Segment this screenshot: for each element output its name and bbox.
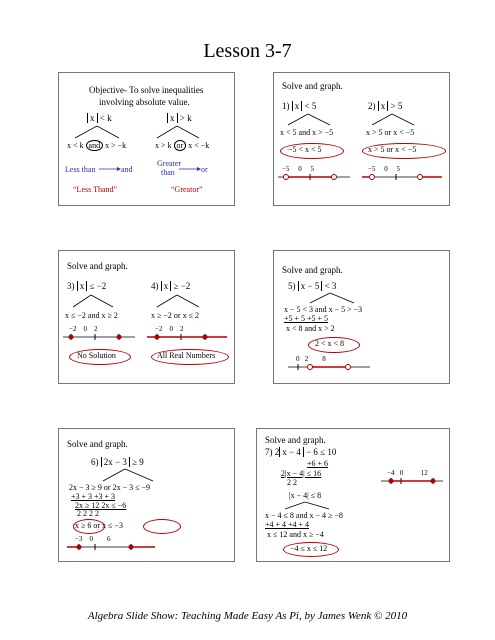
or-label: or (201, 165, 208, 174)
p3-split-1: x ≤ −2 (65, 311, 86, 320)
page-title: Lesson 3-7 (203, 40, 292, 62)
p7-line-2: 2|x − 4| ≤ 16 (281, 469, 322, 478)
less-than-label: Less than (65, 165, 96, 174)
p3-abs: x (77, 281, 88, 291)
p7-abs: x − 4 (279, 447, 304, 457)
p3-split-2: x ≥ 2 (101, 311, 118, 320)
greator-label: “Greator” (171, 185, 203, 194)
objective-line-1: Objective- To solve inequalities (89, 85, 204, 95)
p2-result: x > 5 or x < −5 (368, 145, 417, 154)
case-lt-2: x > −k (105, 141, 127, 150)
p2-split-1: x > 5 (366, 128, 383, 137)
slide-problems-1-2 (273, 72, 450, 206)
p1-split-2: x > −5 (312, 128, 334, 137)
slide3-header: Solve and graph. (67, 261, 128, 271)
p1-ticks: −5 0 5 (282, 165, 314, 173)
greater-label-1: Greater (157, 159, 181, 168)
p4-abs: x (161, 281, 172, 291)
slide-objective (58, 72, 235, 206)
p4-split-2: x ≤ 2 (182, 311, 199, 320)
p1-num: 1) (282, 101, 290, 111)
p5-ticks: 0 2 8 (296, 355, 326, 363)
p6-ticks: −3 0 6 (75, 535, 111, 543)
p7-ticks: −4 0 12 (387, 469, 428, 477)
slide5-header: Solve and graph. (67, 439, 128, 449)
p6-rest: ≥ 9 (132, 457, 144, 467)
p6-line-5: x ≥ 6 or x ≤ −3 (75, 521, 123, 530)
p1-abs: x (292, 101, 303, 111)
p3-answer: No Solution (77, 351, 116, 360)
p7-result: −4 ≤ x ≤ 12 (290, 544, 328, 553)
slide2-numberlines (274, 73, 449, 205)
p7-line-4: |x − 4| ≤ 8 (289, 491, 322, 500)
greater-label-2: than (161, 168, 175, 177)
p6-line-4: 2 2 2 2 (77, 509, 99, 518)
p7-line-6: +4 + 4 +4 + 4 (265, 520, 310, 529)
p2-split-2: x < −5 (393, 128, 415, 137)
p2-abs: x (378, 101, 389, 111)
p2-rest: > 5 (390, 101, 403, 111)
p7-pre: 2 (274, 447, 280, 457)
p1-result: −5 < x < 5 (288, 145, 322, 154)
p7-line-3: 2 2 (287, 478, 297, 487)
p7-numberline (257, 429, 449, 561)
case-lt-1: x < k (67, 141, 84, 150)
p5-rest: < 3 (324, 281, 337, 291)
footer-credit: Algebra Slide Show: Teaching Made Easy As Pi, by James Wenk © 2010 (87, 610, 408, 622)
p5-num: 5) (288, 281, 296, 291)
p4-num: 4) (151, 281, 159, 291)
p5-numberline (274, 251, 449, 383)
p5-line-1: x − 5 < 3 and x − 5 > −3 (284, 305, 363, 314)
lt-k: < k (99, 113, 112, 123)
p5-abs: x − 5 (298, 281, 323, 291)
p6-line-2: +3 + 3 +3 + 3 (71, 492, 116, 501)
p6-numberline (59, 429, 234, 561)
abs-x-lt: x (87, 113, 98, 123)
p6-num: 6) (91, 457, 99, 467)
p1-rest: < 5 (304, 101, 317, 111)
slide-problem-7 (256, 428, 450, 562)
abs-x-gt: x (167, 113, 178, 123)
p7-line-7: x ≤ 12 and x ≥ −4 (267, 530, 324, 539)
p6-abs: 2x − 3 (101, 457, 130, 467)
p3-split-and: and (87, 311, 100, 320)
p6-line-1: 2x − 3 ≥ 9 or 2x − 3 ≤ −9 (69, 483, 150, 492)
p2-ticks: −5 0 5 (368, 165, 400, 173)
p4-rest: ≥ −2 (173, 281, 191, 291)
p6-line-3: 2x ≥ 12 2x ≤ −6 (75, 501, 127, 510)
p3-rest: ≤ −2 (89, 281, 107, 291)
p1-split-and: and (298, 128, 311, 137)
p4-split-or: or (173, 311, 181, 320)
p5-line-3: x < 8 and x > 2 (286, 324, 335, 333)
case-gt-1: x > k (155, 141, 172, 150)
p3-ticks: −2 0 2 (69, 325, 98, 333)
gt-k: > k (179, 113, 192, 123)
slide-problem-5 (273, 250, 450, 384)
p3-num: 3) (67, 281, 75, 291)
p1-split-1: x < 5 (280, 128, 297, 137)
slide-problem-6 (58, 428, 235, 562)
p4-answer: All Real Numbers (157, 351, 216, 360)
p7-num: 7) (265, 447, 273, 457)
case-gt-2: x < −k (188, 141, 210, 150)
p5-line-2: +5 + 5 +5 + 5 (284, 314, 329, 323)
p5-result: 2 < x < 8 (315, 339, 345, 348)
slide2-header: Solve and graph. (282, 81, 343, 91)
p7-line-1: +6 + 6 (307, 459, 329, 468)
slide6-header: Solve and graph. (265, 435, 326, 445)
p4-split-1: x ≥ −2 (151, 311, 172, 320)
less-thand-label: “Less Thand” (73, 185, 118, 194)
objective-line-2: involving absolute value. (99, 97, 190, 107)
p7-line-5: x − 4 ≤ 8 and x − 4 ≥ −8 (265, 511, 343, 520)
case-gt-or: or (174, 140, 187, 151)
p2-num: 2) (368, 101, 376, 111)
case-lt-and: and (86, 140, 104, 151)
slide-problems-3-4 (58, 250, 235, 384)
p2-split-or: or (384, 128, 392, 137)
p7-rest: − 6 ≤ 10 (306, 447, 337, 457)
and-label: and (121, 165, 133, 174)
slide4-header: Solve and graph. (282, 265, 343, 275)
p4-ticks: −2 0 2 (155, 325, 184, 333)
